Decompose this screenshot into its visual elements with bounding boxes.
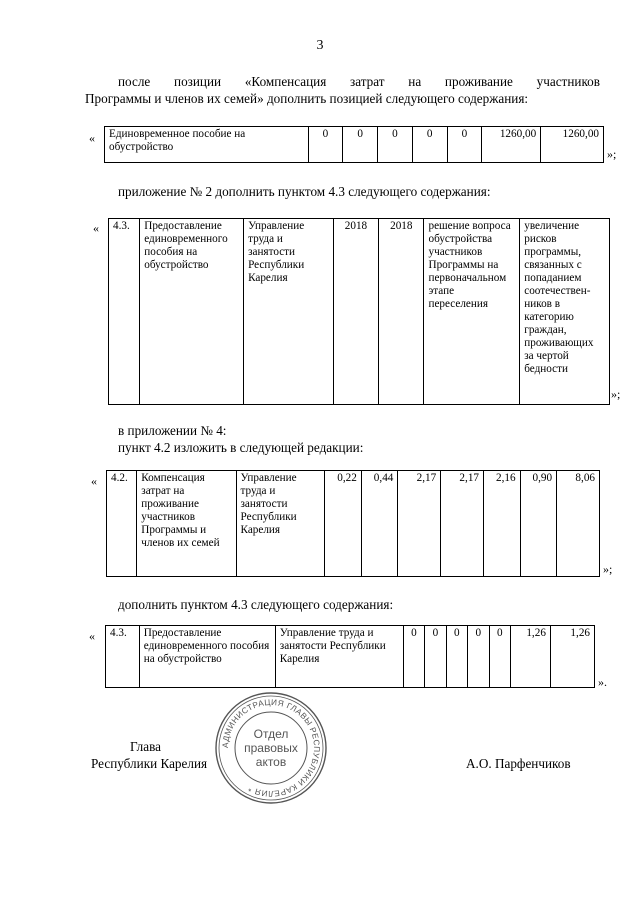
table-cell: 0 — [412, 127, 447, 163]
table3-open-quote: « — [91, 474, 97, 488]
table-cell: 1260,00 — [482, 127, 541, 163]
table-cell: 4.3. — [106, 626, 140, 688]
table-cell: 0 — [446, 626, 467, 688]
table-cell: Предоставление единовременного пособия на обустройство — [140, 219, 244, 405]
table-cell: 0 — [447, 127, 482, 163]
page-number: 3 — [316, 38, 324, 53]
table-cell: 0 — [425, 626, 446, 688]
table-cell: 8,06 — [557, 471, 600, 577]
signature-position-line-1: Глава — [130, 739, 161, 754]
table-cell: Управление труда и занятости Республики Карелия — [275, 626, 403, 688]
table-cell: 0,22 — [325, 471, 362, 577]
table-cell: Компенсация затрат на проживание участников Программы и членов их семей — [137, 471, 236, 577]
table-cell: 2018 — [379, 219, 424, 405]
stamp-ring-textpath: АДМИНИСТРАЦИЯ ГЛАВЫ РЕСПУБЛИКИ КАРЕЛИЯ * — [220, 697, 322, 799]
table-cell: 0 — [468, 626, 489, 688]
table4 — [105, 625, 595, 688]
signature-name: А.О. Парфенчиков — [466, 756, 571, 771]
table-cell: 0,90 — [520, 471, 557, 577]
table-cell: 0,44 — [361, 471, 398, 577]
table2-open-quote: « — [93, 221, 99, 235]
signature-position-line-2: Республики Карелия — [91, 756, 208, 771]
stamp-seal — [213, 690, 329, 806]
table1-close-quote: »; — [607, 147, 617, 161]
appendix4-line-2: пункт 4.2 изложить в следующей редакции: — [118, 440, 364, 455]
table-cell: 1,26 — [550, 626, 594, 688]
table-cell: 2018 — [333, 219, 378, 405]
table-cell: решение вопроса обустройства участников Программы на первоначальном этапе переселения — [424, 219, 520, 405]
intro-line-1: после позиции «Компенсация затрат на проживание участников — [118, 74, 600, 89]
table-cell: 4.3. — [109, 219, 140, 405]
table-cell: 4.2. — [107, 471, 137, 577]
table-cell: Управление труда и занятости Республики Карелия — [236, 471, 325, 577]
intro-line-2: Программы и членов их семей» дополнить позицией следующего содержания: — [85, 91, 529, 106]
table1-open-quote: « — [89, 131, 95, 145]
table-cell: Предоставление единовременного пособия на обустройство — [139, 626, 275, 688]
stamp-center-line-2: правовых — [244, 741, 298, 755]
table3 — [106, 470, 600, 577]
table-cell: 1260,00 — [541, 127, 604, 163]
table2 — [108, 218, 610, 405]
add43-text: дополнить пунктом 4.3 следующего содержания: — [118, 597, 394, 612]
stamp-center-line-3: актов — [255, 755, 287, 769]
table-cell: 0 — [403, 626, 424, 688]
table-cell: 0 — [489, 626, 510, 688]
table-row — [109, 219, 610, 405]
table4-open-quote: « — [89, 629, 95, 643]
table1 — [104, 126, 604, 163]
table-cell: 0 — [378, 127, 413, 163]
table-cell: 1,26 — [511, 626, 551, 688]
table3-close-quote: »; — [603, 562, 613, 576]
table-cell: увеличение рисков программы, связанных с попаданием соотечествен-ников в категорию граждан, проживающих за чертой бедности — [520, 219, 610, 405]
table-cell: 2,17 — [441, 471, 484, 577]
table-row — [105, 127, 604, 163]
stamp-center-line-1: Отдел — [253, 727, 289, 741]
table-row — [106, 626, 595, 688]
table2-close-quote: »; — [611, 387, 621, 401]
table-cell: 0 — [343, 127, 378, 163]
table-cell: Управление труда и занятости Республики Карелия — [244, 219, 334, 405]
table-cell: Единовременное пособие на обустройство — [105, 127, 309, 163]
table-cell: 0 — [308, 127, 343, 163]
appendix4-line-1: в приложении № 4: — [118, 423, 227, 438]
table-cell: 2,16 — [484, 471, 521, 577]
table-row — [107, 471, 600, 577]
table-cell: 2,17 — [398, 471, 441, 577]
table4-close-quote: ». — [598, 675, 607, 689]
appendix2-text: приложение № 2 дополнить пунктом 4.3 следующего содержания: — [118, 184, 491, 199]
